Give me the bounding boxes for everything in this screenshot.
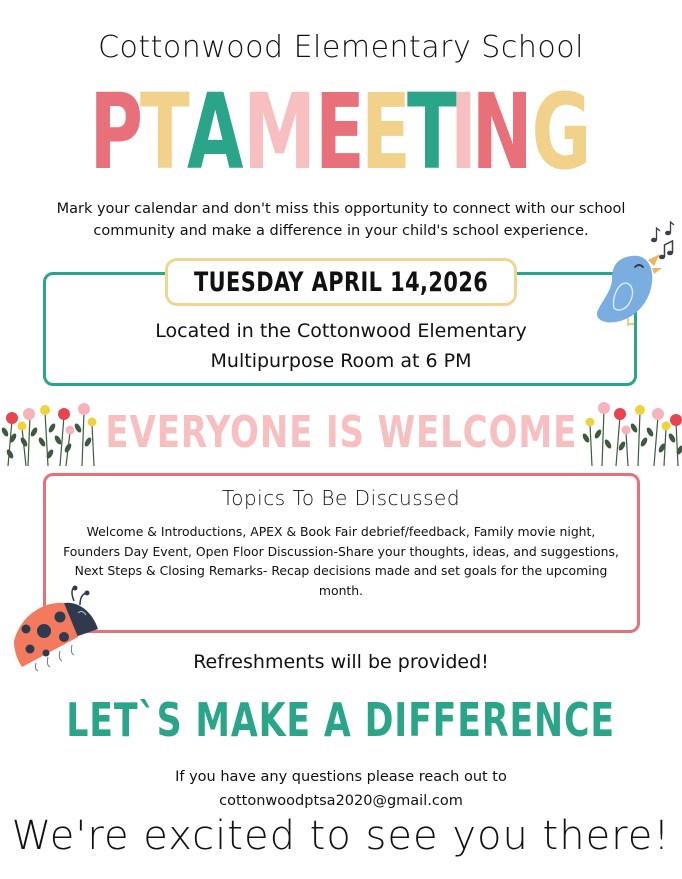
title-letter: M xyxy=(243,71,316,193)
singing-bird-icon xyxy=(588,218,678,328)
title-letter: P xyxy=(89,71,144,193)
slogan-banner xyxy=(0,692,682,752)
title-letter: I xyxy=(449,71,477,193)
topics-line-4: month. xyxy=(318,582,364,598)
title-letter: G xyxy=(531,71,592,193)
contact-info xyxy=(0,765,682,813)
school-name: Cottonwood Elementary School xyxy=(98,30,584,65)
date-badge xyxy=(165,258,517,306)
pta-meeting-title xyxy=(0,71,682,193)
title-letter: E xyxy=(361,71,412,193)
title-letter: E xyxy=(315,71,366,193)
contact-line: If you have any questions please reach out to xyxy=(175,769,507,785)
topics-title: Topics To Be Discussed xyxy=(221,486,461,510)
slogan-text: LET`S MAKE A DIFFERENCE xyxy=(66,693,616,747)
closing-message: We're excited to see you there! xyxy=(11,813,671,859)
title-letter: T xyxy=(407,71,457,193)
intro-line-2: community and make a difference in your child's school experience. xyxy=(93,223,589,239)
location-line-1: Located in the Cottonwood Elementary xyxy=(155,320,527,342)
everyone-welcome-banner xyxy=(0,408,682,458)
intro-text xyxy=(0,198,682,242)
location-line-2: Multipurpose Room at 6 PM xyxy=(210,350,472,372)
intro-line-1: Mark your calendar and don't miss this opportunity to connect with our school xyxy=(56,201,626,217)
contact-email[interactable]: cottonwoodptsa2020@gmail.com xyxy=(219,793,463,809)
welcome-text: EVERYONE IS WELCOME xyxy=(105,407,577,458)
event-date: TUESDAY APRIL 14,2026 xyxy=(193,266,489,298)
title-letter: T xyxy=(139,71,190,193)
title-letter: N xyxy=(471,71,533,193)
flowers-right-icon xyxy=(582,398,682,466)
topics-line-1: Welcome & Introductions, APEX & Book Fair debrief/feedback, Family movie night, xyxy=(86,524,596,539)
title-letter: A xyxy=(186,71,244,193)
music-notes-icon xyxy=(651,222,674,259)
event-location xyxy=(0,316,682,376)
topics-line-2: Founders Day Event, Open Floor Discussion-Share your thoughts, ideas, and suggestions, xyxy=(63,543,619,559)
topics-line-3: Next Steps & Closing Remarks- Recap decisions made and set goals for the upcoming xyxy=(74,563,608,578)
topics-list xyxy=(55,522,627,600)
refreshments-note: Refreshments will be provided! xyxy=(193,651,489,673)
